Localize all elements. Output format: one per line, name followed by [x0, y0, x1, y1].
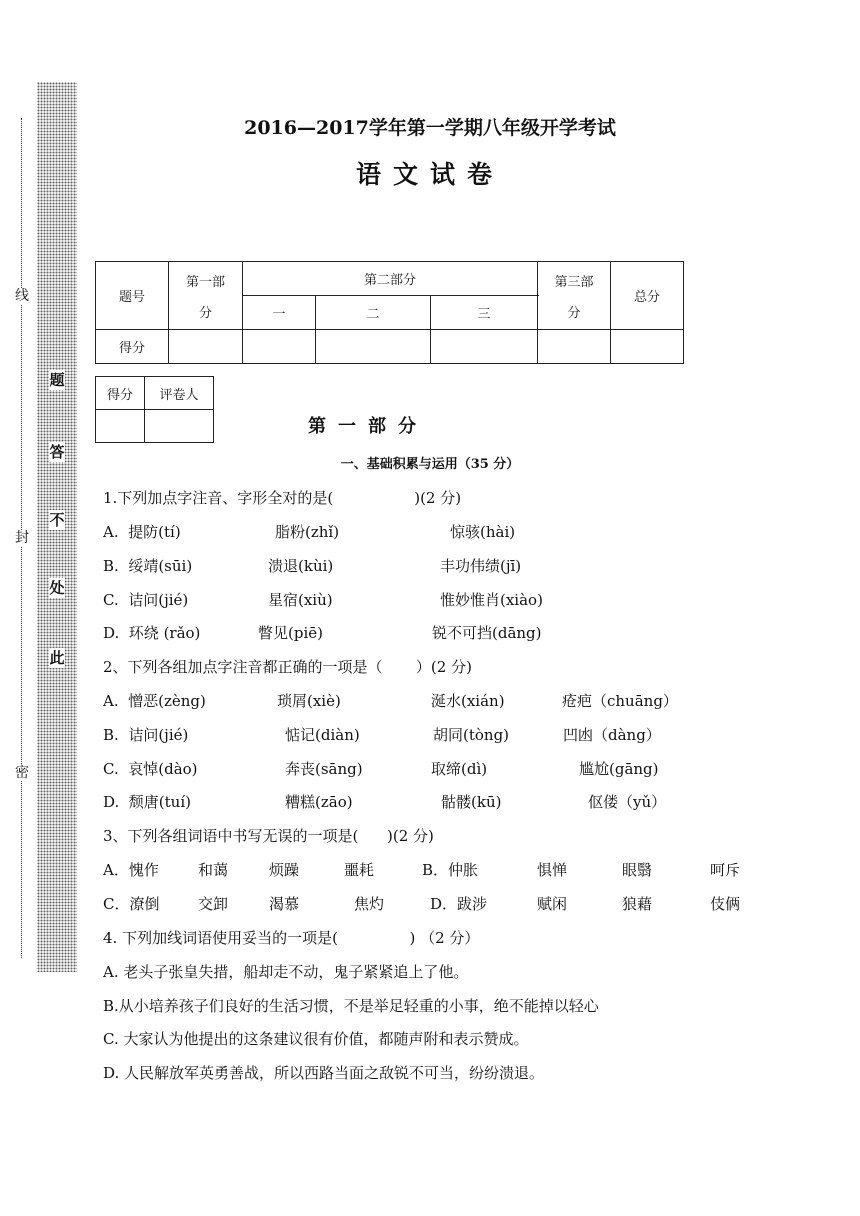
part1-line2: 分	[198, 305, 212, 321]
score-cell[interactable]	[431, 330, 538, 364]
q2-option-a-4: 疮疤（chuāng）	[562, 692, 678, 710]
part3-line1: 第三部	[554, 274, 594, 290]
q2-option-c-4: 尴尬(gāng)	[579, 760, 659, 778]
q3-word: 渴慕	[269, 895, 300, 913]
q1-option-a-2: 脂粉(zhǐ)	[275, 523, 340, 541]
exam-subtitle: 语文试卷	[355, 160, 504, 189]
score-table-label-defen: 得分	[96, 330, 169, 364]
grader-box-score-cell[interactable]	[96, 410, 145, 443]
q2-option-d-2: 糟糕(zāo)	[285, 793, 353, 811]
q2-option-d-3: 骷髅(kū)	[441, 793, 502, 811]
q3-word: 焦灼	[354, 895, 385, 913]
q1-option-c-1: C. 诘问(jié)	[103, 591, 189, 609]
margin-char-da: 答	[49, 443, 65, 461]
q1-stem: 1.下列加点字注音、字形全对的是( )(2 分)	[103, 489, 462, 507]
margin-char-ci: 此	[49, 649, 65, 667]
seal-char-feng: 封	[15, 530, 29, 546]
q4-option-b: B.从小培养孩子们良好的生活习惯，不是举足轻重的小事，绝不能掉以轻心	[103, 997, 599, 1015]
margin-char-ti: 题	[49, 371, 65, 389]
q3-word: A．愧作	[103, 861, 159, 879]
q3-word: 交卸	[198, 895, 229, 913]
section-title: 第一部分	[308, 416, 428, 437]
score-table-label-tihao: 题号	[96, 262, 169, 330]
q1-option-d-2: 瞥见(piē)	[258, 624, 323, 642]
q2-option-d-4: 伛偻（yǔ）	[588, 793, 667, 811]
q1-option-a-1: A. 提防(tí)	[103, 523, 181, 541]
score-table-part3	[538, 262, 611, 330]
q1-option-d-3: 锐不可挡(dāng)	[432, 624, 542, 642]
q3-stem: 3、下列各组词语中书写无误的一项是( )(2 分)	[103, 827, 434, 845]
q3-word: 噩耗	[344, 861, 375, 879]
q3-word: 眼翳	[622, 861, 653, 879]
score-table	[95, 261, 684, 364]
score-table-sub-2: 二	[316, 296, 431, 330]
q2-option-c-2: 奔丧(sāng)	[285, 760, 363, 778]
score-table-part1	[169, 262, 243, 330]
score-table-part2: 第二部分	[243, 262, 538, 296]
q1-option-c-2: 星宿(xiù)	[268, 591, 333, 609]
score-cell[interactable]	[316, 330, 431, 364]
score-cell[interactable]	[538, 330, 611, 364]
score-table-total: 总分	[611, 262, 684, 330]
part1-line1: 第一部	[185, 274, 225, 290]
q2-option-b-4: 凹凼（dàng）	[563, 726, 661, 744]
margin-char-bu: 不	[49, 511, 65, 529]
q3-word: D．跋涉	[430, 895, 488, 913]
q2-option-b-3: 胡同(tòng)	[433, 726, 510, 744]
q3-word: C．潦倒	[103, 895, 160, 913]
q2-option-a-2: 琐屑(xiè)	[277, 692, 341, 710]
q1-option-b-3: 丰功伟绩(jī)	[440, 557, 522, 575]
score-cell[interactable]	[243, 330, 316, 364]
q1-option-b-2: 溃退(kùi)	[268, 557, 334, 575]
q3-word: 伎俩	[710, 895, 741, 913]
q3-word: 惧惮	[537, 861, 568, 879]
score-cell[interactable]	[169, 330, 243, 364]
q3-word: 和蔼	[198, 861, 229, 879]
q4-option-c: C. 大家认为他提出的这条建议很有价值，都随声附和表示赞成。	[103, 1030, 529, 1048]
q2-stem: 2、下列各组加点字注音都正确的一项是（ ）(2 分)	[103, 658, 472, 676]
q2-option-a-1: A. 憎恶(zèng)	[103, 692, 206, 710]
exam-title: 2016—2017学年第一学期八年级开学考试	[244, 117, 616, 139]
grader-box-grader-cell[interactable]	[145, 410, 214, 443]
q1-option-a-3: 惊骇(hài)	[450, 523, 516, 541]
section-subtitle: 一、基础积累与运用（35 分）	[340, 457, 520, 472]
q4-stem: 4. 下列加线词语使用妥当的一项是( ) （2 分）	[103, 929, 480, 947]
q1-option-d-1: D. 环绕 (rǎo)	[103, 624, 201, 642]
q2-option-a-3: 涎水(xián)	[431, 692, 505, 710]
score-table-sub-3: 三	[431, 296, 538, 330]
grader-box-grader-label: 评卷人	[145, 377, 214, 410]
q3-word: 狼藉	[622, 895, 653, 913]
q3-word: B．仲胀	[422, 861, 479, 879]
q2-option-b-2: 惦记(diàn)	[285, 726, 360, 744]
score-table-sub-1: 一	[243, 296, 316, 330]
q2-option-d-1: D. 颓唐(tuí)	[103, 793, 191, 811]
q2-option-c-3: 取缔(dì)	[431, 760, 488, 778]
score-cell[interactable]	[611, 330, 684, 364]
q2-option-b-1: B. 诘问(jié)	[103, 726, 189, 744]
seal-char-xian: 线	[15, 288, 29, 304]
q4-option-d: D. 人民解放军英勇善战，所以西路当面之敌锐不可当，纷纷溃退。	[103, 1064, 545, 1082]
seal-char-mi: 密	[15, 765, 29, 781]
q3-word: 呵斥	[710, 861, 741, 879]
q1-option-c-3: 惟妙惟肖(xiào)	[440, 591, 543, 609]
q3-word: 赋闲	[537, 895, 568, 913]
grader-box-score-label: 得分	[96, 377, 145, 410]
q4-option-a: A. 老头子张皇失措，船却走不动，鬼子紧紧追上了他。	[103, 963, 469, 981]
q3-word: 烦躁	[269, 861, 300, 879]
grader-box	[95, 376, 214, 443]
q2-option-c-1: C. 哀悼(dào)	[103, 760, 198, 778]
q1-option-b-1: B. 绥靖(sūi)	[103, 557, 193, 575]
part3-line2: 分	[567, 305, 581, 321]
margin-char-chu: 处	[49, 579, 65, 597]
